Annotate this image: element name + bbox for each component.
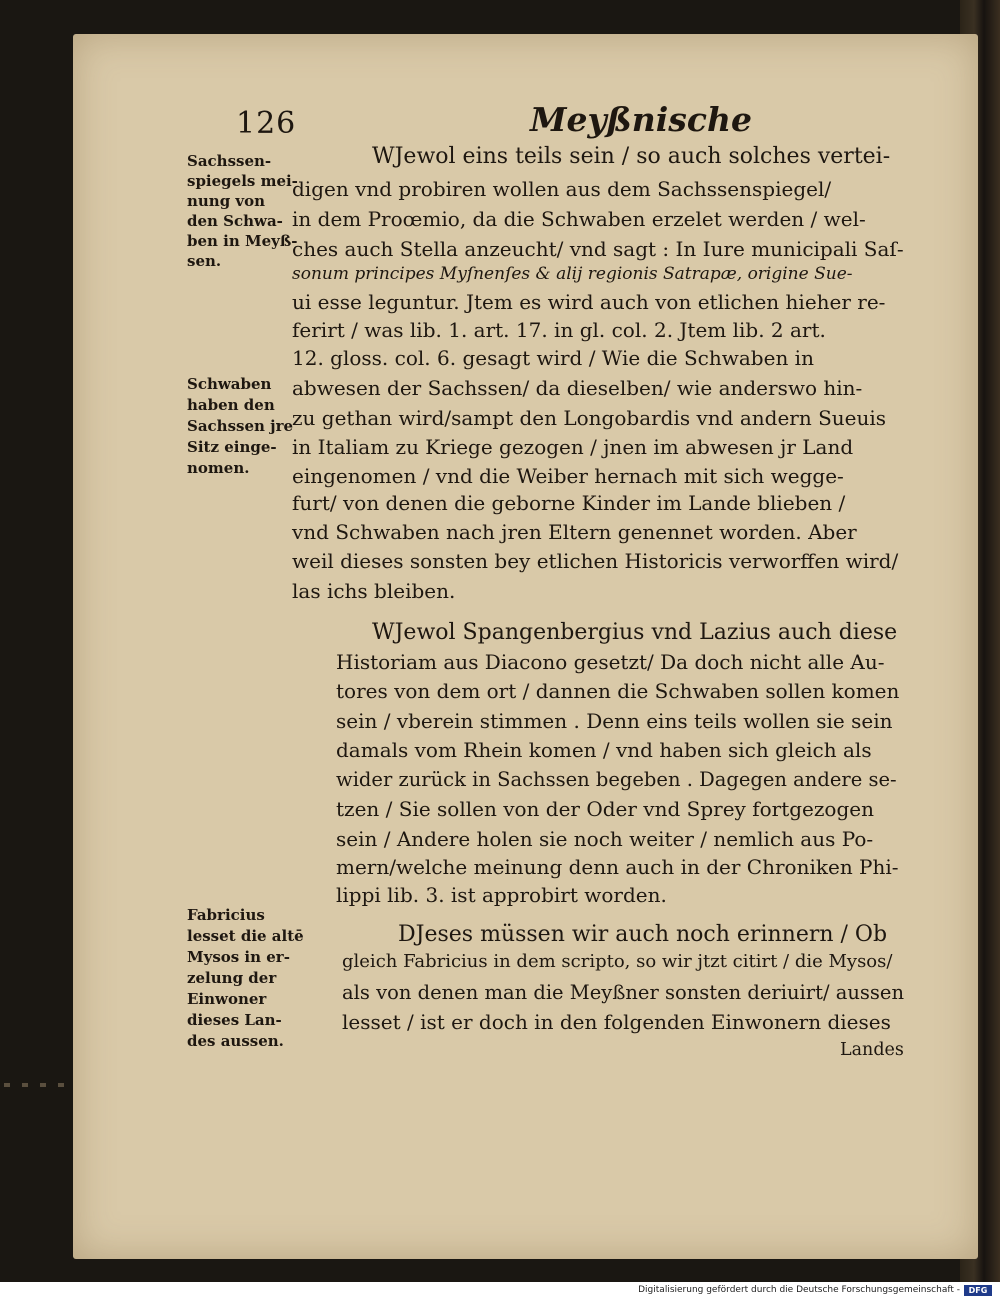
body-line: zu gethan wird/sampt den Longobardis vnd andern Sueuis (292, 406, 887, 430)
margin-note-line: nung von (187, 192, 266, 210)
margin-note-line: Sachssen- (187, 152, 272, 170)
margin-note-line: nomen. (187, 459, 250, 477)
margin-note-line: Fabricius (187, 906, 265, 924)
body-line: ches auch Stella anzeucht/ vnd sagt : In Iure municipali Saſ- (292, 237, 904, 261)
margin-note-line: den Schwa- (187, 212, 283, 230)
body-line: sein / Andere holen sie noch weiter / nemlich aus Po- (336, 827, 874, 851)
body-line: weil dieses sonsten bey etlichen Historicis verworffen wird/ (292, 549, 899, 573)
margin-note-line: Mysos in er- (187, 948, 290, 966)
body-line: in Italiam zu Kriege gezogen / jnen im abwesen jr Land (292, 435, 854, 459)
margin-note-line: Einwoner (187, 990, 267, 1008)
body-line: Historiam aus Diacono gesetzt/ Da doch nicht alle Au- (336, 650, 885, 674)
body-line: las ichs bleiben. (292, 579, 456, 603)
funding-note: Digitalisierung gefördert durch die Deutsche Forschungsgemeinschaft - (638, 1285, 960, 1295)
body-line: 12. gloss. col. 6. gesagt wird / Wie die Schwaben in (292, 346, 814, 370)
margin-note-line: ben in Meyß- (187, 232, 298, 250)
body-line: wider zurück in Sachssen begeben . Dagegen andere se- (336, 768, 897, 791)
body-line: digen vnd probiren wollen aus dem Sachssenspiegel/ (292, 177, 832, 201)
body-line: ui esse leguntur. Jtem es wird auch von etlichen hieher re- (292, 290, 886, 314)
margin-note-line: sen. (187, 252, 222, 270)
footer-bar (0, 1282, 1000, 1299)
body-line: als von denen man die Meyßner sonsten deriuirt/ aussen (342, 981, 905, 1004)
body-line: sonum principes Myſnenſes & alij regionis Satrapæ, origine Sue- (292, 264, 853, 284)
running-head: Meyßnische (530, 100, 752, 139)
body-line: tzen / Sie sollen von der Oder vnd Sprey fortgezogen (336, 797, 874, 821)
body-line: WJewol eins teils sein / so auch solches vertei- (372, 144, 891, 169)
body-line: tores von dem ort / dannen die Schwaben sollen komen (336, 679, 900, 703)
body-line: lippi lib. 3. ist approbirt worden. (336, 883, 667, 907)
margin-note-line: dieses Lan- (187, 1011, 282, 1029)
margin-note-line: Sachssen jre (187, 417, 294, 435)
margin-note-line: zelung der (187, 969, 277, 987)
scan-dot (58, 1083, 64, 1087)
scan-dot (4, 1083, 10, 1087)
body-line: in dem Proœmio, da die Schwaben erzelet werden / wel- (292, 207, 866, 231)
body-line: WJewol Spangenbergius vnd Lazius auch diese (372, 620, 898, 645)
margin-note-line: spiegels mei- (187, 172, 298, 190)
body-line: sein / vberein stimmen . Denn eins teils wollen sie sein (336, 709, 893, 733)
margin-note-line: Schwaben (187, 375, 272, 393)
body-line: ferirt / was lib. 1. art. 17. in gl. col. 2. Jtem lib. 2 art. (292, 318, 826, 342)
body-line: abwesen der Sachssen/ da dieselben/ wie anderswo hin- (292, 376, 863, 400)
body-line: damals vom Rhein komen / vnd haben sich gleich als (336, 738, 872, 762)
body-line: mern/welche meinung denn auch in der Chroniken Phi- (336, 855, 899, 879)
scan-dot (40, 1083, 46, 1087)
scan-dot (22, 1083, 28, 1087)
body-line: DJeses müssen wir auch noch erinnern / Ob (398, 922, 888, 947)
body-line: lesset / ist er doch in den folgenden Einwonern dieses (342, 1010, 891, 1034)
margin-note-line: lesset die altē (187, 927, 304, 945)
page-number: 126 (236, 106, 297, 141)
body-line: gleich Fabricius in dem scripto, so wir jtzt citirt / die Mysos/ (342, 951, 893, 972)
body-line: furt/ von denen die geborne Kinder im Lande blieben / (292, 491, 846, 515)
catchword: Landes (840, 1040, 904, 1060)
body-line: eingenomen / vnd die Weiber hernach mit sich wegge- (292, 464, 844, 488)
dfg-logo: DFG (964, 1285, 992, 1296)
margin-note-line: des aussen. (187, 1032, 284, 1050)
margin-note-line: haben den (187, 396, 275, 414)
margin-note-line: Sitz einge- (187, 438, 277, 456)
body-line: vnd Schwaben nach jren Eltern genennet worden. Aber (292, 520, 857, 544)
